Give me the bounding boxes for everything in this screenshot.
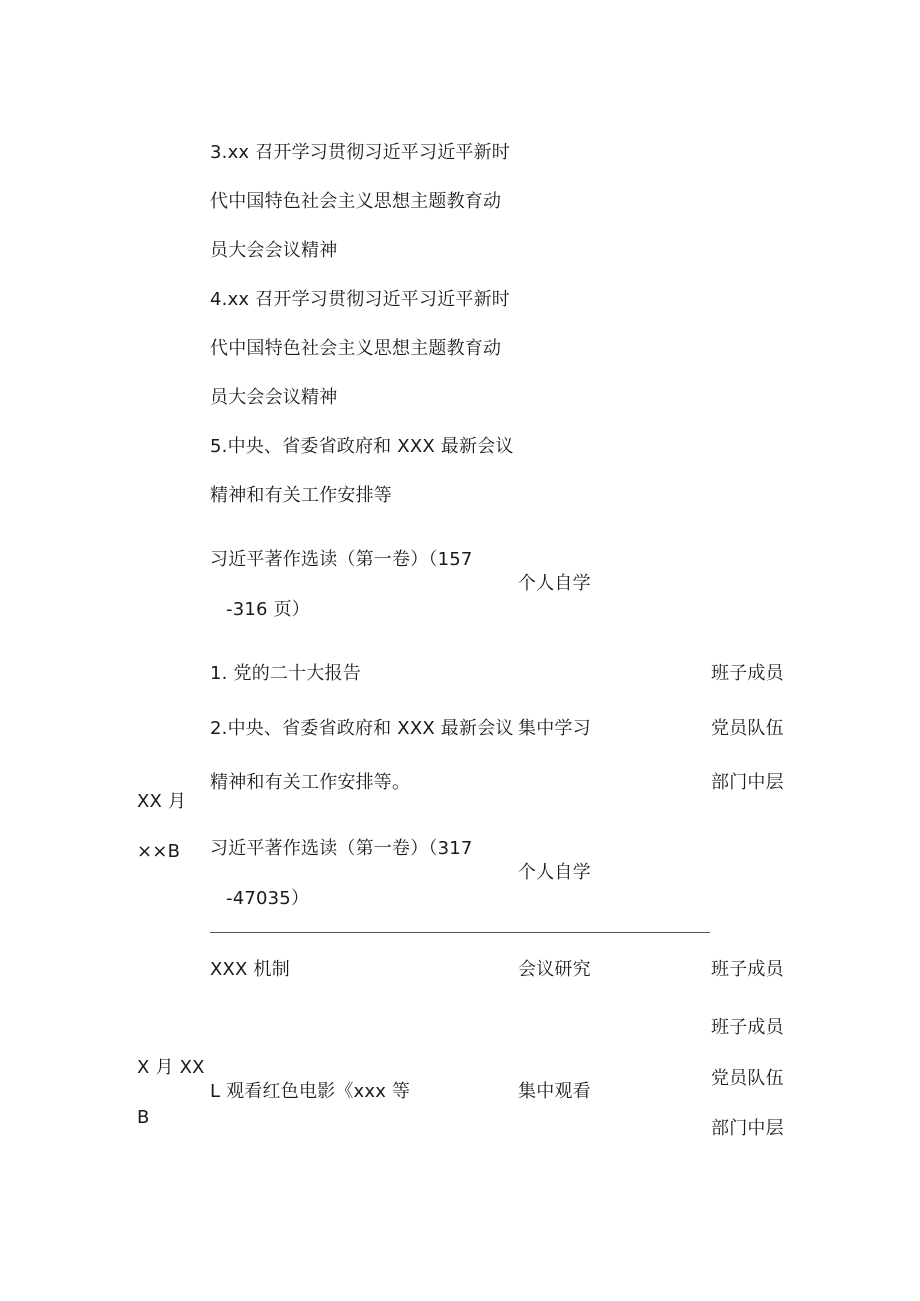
reading-title-1: 习近平著作选读（第一卷）（157	[210, 549, 473, 570]
content-line-2: 代中国特色社会主义思想主题教育动	[210, 191, 502, 212]
participant-3: 部门中层	[711, 772, 784, 793]
participant-1: 班子成员	[711, 663, 784, 684]
study-mode-1: 个人自学	[518, 573, 591, 594]
date-month-1: XX 月	[137, 791, 187, 812]
date-day-1: ××B	[137, 841, 181, 862]
content-line-6: 员大会会议精神	[210, 387, 338, 408]
study-mode-5: 集中观看	[518, 1081, 591, 1102]
study-item-1: 1. 党的二十大报告	[210, 663, 361, 684]
date-month-2: X 月 XX	[137, 1057, 205, 1078]
participant-5: 班子成员	[711, 1017, 784, 1038]
reading-pages-1: -316 页）	[226, 599, 310, 620]
study-mode-2: 集中学习	[518, 718, 591, 739]
participant-2: 党员队伍	[711, 718, 784, 739]
content-line-1: 3.xx 召开学习贯彻习近平习近平新时	[210, 142, 510, 163]
study-item-2: 2.中央、省委省政府和 XXX 最新会议	[210, 718, 514, 739]
content-line-3: 员大会会议精神	[210, 240, 338, 261]
reading-pages-2: -47035）	[226, 888, 310, 909]
content-line-4: 4.xx 召开学习贯彻习近平习近平新时	[210, 289, 510, 310]
meeting-content: XXX 机制	[210, 959, 290, 980]
participant-7: 部门中层	[711, 1118, 784, 1139]
study-item-3: 精神和有关工作安排等。	[210, 772, 411, 793]
study-mode-3: 个人自学	[518, 862, 591, 883]
content-line-7: 5.中央、省委省政府和 XXX 最新会议	[210, 436, 514, 457]
content-line-5: 代中国特色社会主义思想主题教育动	[210, 338, 502, 359]
table-divider	[210, 932, 710, 933]
participant-6: 党员队伍	[711, 1068, 784, 1089]
reading-title-2: 习近平著作选读（第一卷）（317	[210, 838, 473, 859]
date-day-2: B	[137, 1107, 150, 1128]
participant-4: 班子成员	[711, 959, 784, 980]
content-line-8: 精神和有关工作安排等	[210, 485, 392, 506]
movie-content: L 观看红色电影《xxx 等	[210, 1081, 411, 1102]
study-mode-4: 会议研究	[518, 959, 591, 980]
